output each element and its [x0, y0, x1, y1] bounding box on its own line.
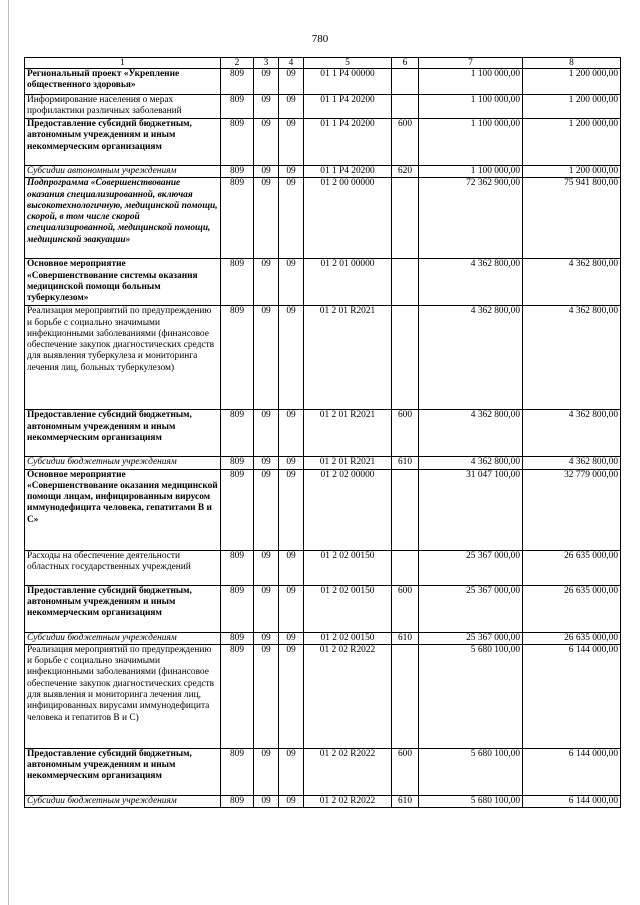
target-article-code: 01 1 P4 20200 — [304, 119, 392, 166]
ministry-code: 809 — [221, 306, 254, 410]
table-row — [25, 69, 621, 95]
ministry-code: 809 — [221, 550, 254, 585]
amount-year-1: 4 362 800,00 — [419, 259, 523, 306]
table-row — [25, 795, 621, 807]
amount-year-2: 26 635 000,00 — [523, 632, 621, 644]
target-article-code: 01 2 02 00150 — [304, 550, 392, 585]
target-article-code: 01 2 02 00150 — [304, 585, 392, 632]
column-header: 6 — [392, 58, 419, 69]
expense-type-code — [392, 178, 419, 259]
amount-year-2: 75 941 800,00 — [523, 178, 621, 259]
amount-year-2: 4 362 800,00 — [523, 306, 621, 410]
table-row — [25, 410, 621, 457]
section-code: 09 — [254, 95, 279, 119]
amount-year-2: 26 635 000,00 — [523, 585, 621, 632]
amount-year-2: 6 144 000,00 — [523, 748, 621, 795]
subsection-code: 09 — [279, 644, 304, 748]
amount-year-1: 1 100 000,00 — [419, 95, 523, 119]
target-article-code: 01 2 02 00150 — [304, 632, 392, 644]
section-code: 09 — [254, 457, 279, 469]
row-description: Субсидии бюджетным учреждениям — [25, 457, 221, 469]
section-code: 09 — [254, 585, 279, 632]
expense-type-code: 600 — [392, 410, 419, 457]
row-description: Субсидии бюджетным учреждениям — [25, 632, 221, 644]
expense-type-code — [392, 69, 419, 95]
section-code: 09 — [254, 632, 279, 644]
table-row — [25, 178, 621, 259]
amount-year-2: 32 779 000,00 — [523, 469, 621, 550]
amount-year-1: 4 362 800,00 — [419, 410, 523, 457]
amount-year-1: 25 367 000,00 — [419, 550, 523, 585]
column-header: 7 — [419, 58, 523, 69]
target-article-code: 01 2 02 R2022 — [304, 795, 392, 807]
amount-year-1: 25 367 000,00 — [419, 632, 523, 644]
table-row — [25, 748, 621, 795]
table-row — [25, 632, 621, 644]
subsection-code: 09 — [279, 166, 304, 178]
expense-type-code: 600 — [392, 748, 419, 795]
row-description: Предоставление субсидий бюджетным, автономным учреждениям и иным некоммерческим организациям — [25, 119, 221, 166]
row-description: Субсидии автономным учреждениям — [25, 166, 221, 178]
subsection-code: 09 — [279, 469, 304, 550]
column-header: 4 — [279, 58, 304, 69]
section-code: 09 — [254, 410, 279, 457]
expense-type-code: 610 — [392, 457, 419, 469]
ministry-code: 809 — [221, 457, 254, 469]
table-row — [25, 644, 621, 748]
amount-year-2: 26 635 000,00 — [523, 550, 621, 585]
section-code: 09 — [254, 306, 279, 410]
expense-type-code: 620 — [392, 166, 419, 178]
expense-type-code — [392, 306, 419, 410]
table-body — [25, 69, 621, 808]
row-description: Региональный проект «Укрепление общественного здоровья» — [25, 69, 221, 95]
amount-year-1: 1 100 000,00 — [419, 119, 523, 166]
ministry-code: 809 — [221, 748, 254, 795]
section-code: 09 — [254, 69, 279, 95]
row-description: Реализация мероприятий по предупреждению и борьбе с социально значимыми инфекционными заболеваниями (финансовое обеспечение закупок диагностических средств для выявления и мониторинга лечения лиц, инфицированных вирусами иммунодефицита человека и гепатитов В и С) — [25, 644, 221, 748]
section-code: 09 — [254, 166, 279, 178]
amount-year-2: 1 200 000,00 — [523, 166, 621, 178]
expense-type-code — [392, 469, 419, 550]
row-description: Основное мероприятие «Совершенствование системы оказания медицинской помощи больным туберкулезом» — [25, 259, 221, 306]
ministry-code: 809 — [221, 410, 254, 457]
table-row — [25, 550, 621, 585]
table-row — [25, 95, 621, 119]
amount-year-1: 25 367 000,00 — [419, 585, 523, 632]
expense-type-code: 610 — [392, 795, 419, 807]
target-article-code: 01 1 P4 20200 — [304, 95, 392, 119]
ministry-code: 809 — [221, 632, 254, 644]
subsection-code: 09 — [279, 119, 304, 166]
amount-year-1: 1 100 000,00 — [419, 69, 523, 95]
subsection-code: 09 — [279, 69, 304, 95]
expense-type-code — [392, 644, 419, 748]
table-row — [25, 469, 621, 550]
target-article-code: 01 2 00 00000 — [304, 178, 392, 259]
row-description: Предоставление субсидий бюджетным, автономным учреждениям и иным некоммерческим организациям — [25, 585, 221, 632]
subsection-code: 09 — [279, 306, 304, 410]
target-article-code: 01 2 02 00000 — [304, 469, 392, 550]
ministry-code: 809 — [221, 166, 254, 178]
section-code: 09 — [254, 795, 279, 807]
target-article-code: 01 2 01 R2021 — [304, 306, 392, 410]
section-code: 09 — [254, 259, 279, 306]
target-article-code: 01 1 P4 20200 — [304, 166, 392, 178]
row-description: Информирование населения о мерах профилактики различных заболеваний — [25, 95, 221, 119]
table-row — [25, 166, 621, 178]
amount-year-1: 4 362 800,00 — [419, 457, 523, 469]
expense-type-code: 610 — [392, 632, 419, 644]
amount-year-1: 4 362 800,00 — [419, 306, 523, 410]
subsection-code: 09 — [279, 259, 304, 306]
table-row — [25, 259, 621, 306]
subsection-code: 09 — [279, 550, 304, 585]
amount-year-1: 31 047 100,00 — [419, 469, 523, 550]
amount-year-2: 1 200 000,00 — [523, 69, 621, 95]
section-code: 09 — [254, 178, 279, 259]
target-article-code: 01 1 P4 00000 — [304, 69, 392, 95]
target-article-code: 01 2 01 00000 — [304, 259, 392, 306]
subsection-code: 09 — [279, 95, 304, 119]
target-article-code: 01 2 02 R2022 — [304, 748, 392, 795]
section-code: 09 — [254, 644, 279, 748]
expense-type-code — [392, 259, 419, 306]
row-description: Основное мероприятие «Совершенствование оказания медицинской помощи лицам, инфицированным вирусом иммунодефицита человека, гепатитами В и С» — [25, 469, 221, 550]
section-code: 09 — [254, 469, 279, 550]
ministry-code: 809 — [221, 95, 254, 119]
subsection-code: 09 — [279, 795, 304, 807]
amount-year-2: 1 200 000,00 — [523, 95, 621, 119]
row-description: Предоставление субсидий бюджетным, автономным учреждениям и иным некоммерческим организациям — [25, 748, 221, 795]
ministry-code: 809 — [221, 795, 254, 807]
row-description: Расходы на обеспечение деятельности областных государственных учреждений — [25, 550, 221, 585]
amount-year-2: 4 362 800,00 — [523, 410, 621, 457]
section-code: 09 — [254, 748, 279, 795]
expense-type-code: 600 — [392, 119, 419, 166]
target-article-code: 01 2 01 R2021 — [304, 410, 392, 457]
column-header: 2 — [221, 58, 254, 69]
budget-table — [24, 57, 621, 808]
expense-type-code — [392, 550, 419, 585]
header-row — [25, 58, 621, 69]
subsection-code: 09 — [279, 632, 304, 644]
amount-year-2: 6 144 000,00 — [523, 795, 621, 807]
amount-year-2: 6 144 000,00 — [523, 644, 621, 748]
column-header: 3 — [254, 58, 279, 69]
expense-type-code — [392, 95, 419, 119]
subsection-code: 09 — [279, 748, 304, 795]
ministry-code: 809 — [221, 469, 254, 550]
amount-year-1: 72 362 900,00 — [419, 178, 523, 259]
section-code: 09 — [254, 550, 279, 585]
table-row — [25, 457, 621, 469]
row-description: Предоставление субсидий бюджетным, автономным учреждениям и иным некоммерческим организациям — [25, 410, 221, 457]
row-description: Субсидии бюджетным учреждениям — [25, 795, 221, 807]
amount-year-2: 4 362 800,00 — [523, 259, 621, 306]
section-code: 09 — [254, 119, 279, 166]
ministry-code: 809 — [221, 69, 254, 95]
column-header: 1 — [25, 58, 221, 69]
ministry-code: 809 — [221, 119, 254, 166]
table-row — [25, 585, 621, 632]
table-row — [25, 306, 621, 410]
expense-type-code: 600 — [392, 585, 419, 632]
subsection-code: 09 — [279, 178, 304, 259]
ministry-code: 809 — [221, 259, 254, 306]
ministry-code: 809 — [221, 644, 254, 748]
amount-year-1: 5 680 100,00 — [419, 748, 523, 795]
amount-year-1: 1 100 000,00 — [419, 166, 523, 178]
ministry-code: 809 — [221, 585, 254, 632]
subsection-code: 09 — [279, 410, 304, 457]
column-header: 8 — [523, 58, 621, 69]
subsection-code: 09 — [279, 457, 304, 469]
page-number: 780 — [311, 33, 329, 45]
amount-year-1: 5 680 100,00 — [419, 795, 523, 807]
target-article-code: 01 2 01 R2021 — [304, 457, 392, 469]
row-description: Подпрограмма «Совершенствование оказания специализированной, включая высокотехнологичную, медицинской помощи, скорой, в том числе скорой специализированной, медицинской помощи, медицинской эвакуации» — [25, 178, 221, 259]
subsection-code: 09 — [279, 585, 304, 632]
scan-margin-line — [8, 0, 9, 905]
target-article-code: 01 2 02 R2022 — [304, 644, 392, 748]
ministry-code: 809 — [221, 178, 254, 259]
row-description: Реализация мероприятий по предупреждению и борьбе с социально значимыми инфекционными заболеваниями (финансовое обеспечение закупок диагностических средств для выявления туберкулеза и мониторинга лечения лиц, больных туберкулезом) — [25, 306, 221, 410]
column-header: 5 — [304, 58, 392, 69]
amount-year-2: 1 200 000,00 — [523, 119, 621, 166]
table-row — [25, 119, 621, 166]
amount-year-1: 5 680 100,00 — [419, 644, 523, 748]
amount-year-2: 4 362 800,00 — [523, 457, 621, 469]
